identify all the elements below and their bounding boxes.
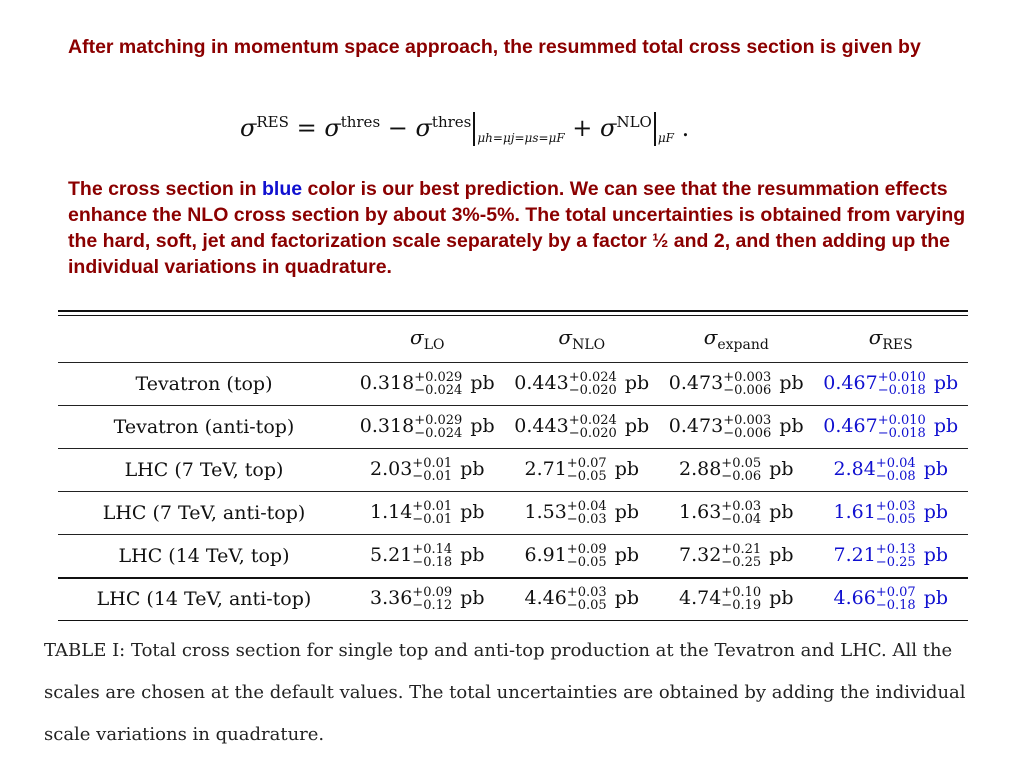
row-label: Tevatron (anti-top) bbox=[58, 406, 350, 449]
formula-term-thres: $\sigma^{thres}$ bbox=[324, 113, 381, 142]
cell-expand: 0.473 +0.003 −0.006 pb bbox=[659, 363, 814, 406]
table-row bbox=[58, 406, 968, 449]
para-blue-word: blue bbox=[261, 178, 303, 200]
cell-lo: 0.318 +0.029 −0.024 pb bbox=[350, 406, 505, 449]
formula-term-thres-evaluated: $\sigma^{thres}$ bbox=[415, 113, 472, 142]
explanation-paragraph bbox=[68, 176, 968, 280]
table-header-row bbox=[58, 316, 968, 363]
cell-res: 0.467 +0.010 −0.018 pb bbox=[814, 406, 969, 449]
formula-equals: = bbox=[296, 114, 317, 142]
cell-res: 0.467 +0.010 −0.018 pb bbox=[814, 363, 969, 406]
header-sigma-lo: $\sigma_{LO}$ bbox=[410, 325, 445, 353]
cell-res: 1.61 +0.03 −0.05 pb bbox=[814, 492, 969, 535]
resummed-cross-section-formula bbox=[240, 112, 800, 162]
cell-nlo: 0.443 +0.024 −0.020 pb bbox=[505, 406, 660, 449]
cell-nlo: 1.53 +0.04 −0.03 pb bbox=[505, 492, 660, 535]
table-row bbox=[58, 492, 968, 535]
table-caption: TABLE I: Total cross section for single top and anti-top production at the Tevatron and LHC. All the scales are chosen at the default values. The total uncertainties are obtained by adding the individual scale variations in quadrature. bbox=[44, 640, 966, 745]
table-row bbox=[58, 535, 968, 578]
cell-res: 7.21 +0.13 −0.25 pb bbox=[814, 535, 969, 578]
formula-nlo-scale: μF bbox=[657, 130, 674, 145]
table-row bbox=[58, 363, 968, 406]
intro-text: After matching in momentum space approach, the resummed total cross section is given by bbox=[68, 36, 921, 58]
cell-nlo: 2.71 +0.07 −0.05 pb bbox=[505, 449, 660, 492]
para-after: color is our best prediction. We can see that the resummation effects enhance the NLO cross section by about 3%-5%. The total uncertainties is obtained from varying the hard, soft, jet and factorization scale separately by a factor ½ and 2, and then adding up the individual variations in quadrature. bbox=[68, 178, 966, 278]
formula-minus: − bbox=[387, 114, 408, 142]
header-empty bbox=[58, 316, 350, 363]
cell-expand: 0.473 +0.003 −0.006 pb bbox=[659, 406, 814, 449]
cell-lo: 5.21 +0.14 −0.18 pb bbox=[350, 535, 505, 578]
header-sigma-expand: $\sigma_{expand}$ bbox=[703, 325, 769, 353]
cell-nlo: 6.91 +0.09 −0.05 pb bbox=[505, 535, 660, 578]
row-label: LHC (14 TeV, anti-top) bbox=[58, 578, 350, 621]
cell-res: 4.66 +0.07 −0.18 pb bbox=[814, 578, 969, 621]
cell-lo: 0.318 +0.029 −0.024 pb bbox=[350, 363, 505, 406]
header-sigma-res: $\sigma_{RES}$ bbox=[868, 325, 913, 353]
cell-expand: 2.88 +0.05 −0.06 pb bbox=[659, 449, 814, 492]
formula-lhs: $\sigma^{RES}$ bbox=[240, 113, 289, 142]
table-row bbox=[58, 578, 968, 621]
row-label: LHC (14 TeV, top) bbox=[58, 535, 350, 578]
header-sigma-nlo: $\sigma_{NLO}$ bbox=[558, 325, 606, 353]
cell-res: 2.84 +0.04 −0.08 pb bbox=[814, 449, 969, 492]
formula-period: . bbox=[681, 114, 690, 142]
formula-plus: + bbox=[572, 114, 593, 142]
cell-expand: 4.74 +0.10 −0.19 pb bbox=[659, 578, 814, 621]
cell-expand: 7.32 +0.21 −0.25 pb bbox=[659, 535, 814, 578]
cross-section-table bbox=[58, 310, 968, 621]
cell-nlo: 0.443 +0.024 −0.020 pb bbox=[505, 363, 660, 406]
table-row bbox=[58, 449, 968, 492]
row-label: Tevatron (top) bbox=[58, 363, 350, 406]
evaluation-bar bbox=[473, 112, 475, 146]
cell-lo: 3.36 +0.09 −0.12 pb bbox=[350, 578, 505, 621]
cell-nlo: 4.46 +0.03 −0.05 pb bbox=[505, 578, 660, 621]
evaluation-bar bbox=[654, 112, 656, 146]
para-before: The cross section in bbox=[68, 178, 262, 200]
formula-term-nlo: $\sigma^{NLO}$ bbox=[600, 113, 652, 142]
cell-expand: 1.63 +0.03 −0.04 pb bbox=[659, 492, 814, 535]
cell-lo: 1.14 +0.01 −0.01 pb bbox=[350, 492, 505, 535]
row-label: LHC (7 TeV, top) bbox=[58, 449, 350, 492]
cell-lo: 2.03 +0.01 −0.01 pb bbox=[350, 449, 505, 492]
row-label: LHC (7 TeV, anti-top) bbox=[58, 492, 350, 535]
formula-scale-condition: μh=μj=μs=μF bbox=[477, 130, 565, 145]
